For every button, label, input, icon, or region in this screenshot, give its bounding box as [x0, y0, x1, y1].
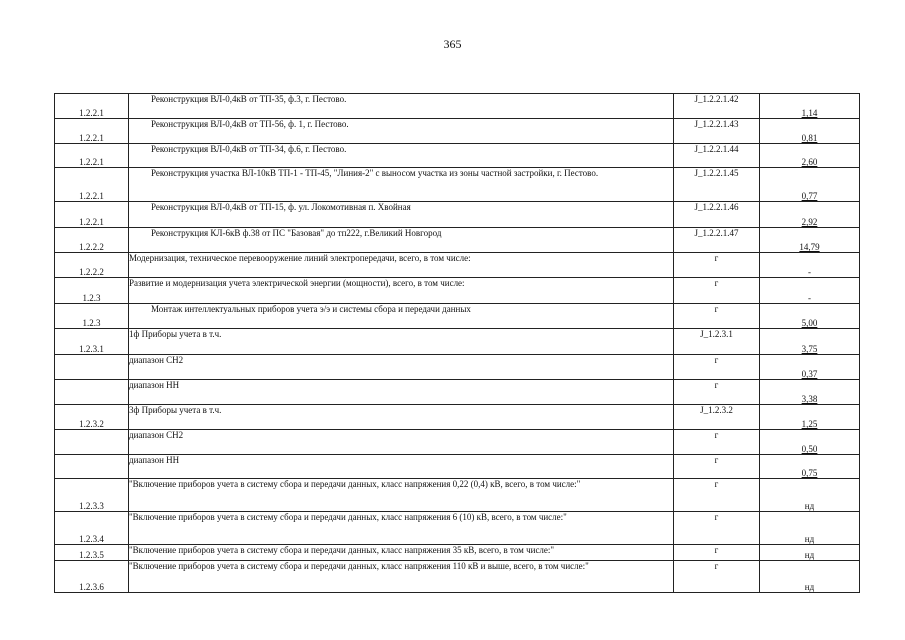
row-number [55, 455, 129, 479]
table-row [55, 278, 860, 304]
table-row [55, 119, 860, 144]
row-number: 1.2.3.4 [55, 512, 129, 545]
row-number [55, 430, 129, 455]
row-value: нд [760, 561, 860, 593]
row-value: 0,81 [760, 119, 860, 144]
row-number: 1.2.2.2 [55, 228, 129, 253]
row-value: 0,37 [760, 355, 860, 380]
table-row [55, 94, 860, 119]
row-number [55, 355, 129, 380]
row-value: - [760, 253, 860, 278]
table-row [55, 380, 860, 405]
row-name: диапазон СН2 [129, 355, 674, 380]
row-number: 1.2.2.1 [55, 144, 129, 168]
row-value: 0,50 [760, 430, 860, 455]
row-number: 1.2.3 [55, 278, 129, 304]
row-value: 5,00 [760, 304, 860, 329]
row-name: 3ф Приборы учета в т.ч. [129, 405, 674, 430]
row-value: 2,92 [760, 202, 860, 228]
row-code: г [674, 253, 760, 278]
row-code: J_1.2.2.1.46 [674, 202, 760, 228]
row-number: 1.2.3.2 [55, 405, 129, 430]
row-code: г [674, 430, 760, 455]
row-name: "Включение приборов учета в систему сбора и передачи данных, класс напряжения 6 (10) кВ, всего, в том числе:" [129, 512, 674, 545]
row-number: 1.2.3 [55, 304, 129, 329]
row-value: 1,14 [760, 94, 860, 119]
table-row [55, 561, 860, 593]
row-code: г [674, 304, 760, 329]
row-name: Развитие и модернизация учета электрической энергии (мощности), всего, в том числе: [129, 278, 674, 304]
row-code: J_1.2.2.1.44 [674, 144, 760, 168]
row-code: г [674, 545, 760, 561]
row-code: г [674, 380, 760, 405]
row-value: нд [760, 512, 860, 545]
row-name: Реконструкция КЛ-6кВ ф.38 от ПС "Базовая" до тп222, г.Великий Новгород [129, 228, 674, 253]
table-row [55, 545, 860, 561]
row-number: 1.2.2.1 [55, 168, 129, 202]
row-code: J_1.2.3.1 [674, 329, 760, 355]
row-number: 1.2.3.5 [55, 545, 129, 561]
row-value: нд [760, 479, 860, 512]
row-number: 1.2.3.6 [55, 561, 129, 593]
table-row [55, 430, 860, 455]
row-code: г [674, 455, 760, 479]
row-number: 1.2.2.1 [55, 119, 129, 144]
row-number [55, 380, 129, 405]
row-name: "Включение приборов учета в систему сбора и передачи данных, класс напряжения 110 кВ и выше, всего, в том числе:" [129, 561, 674, 593]
row-name: Реконструкция ВЛ-0,4кВ от ТП-56, ф. 1, г. Пестово. [129, 119, 674, 144]
table-row [55, 304, 860, 329]
row-value: - [760, 278, 860, 304]
row-name: "Включение приборов учета в систему сбора и передачи данных, класс напряжения 0,22 (0,4) кВ, всего, в том числе:" [129, 479, 674, 512]
row-code: г [674, 278, 760, 304]
document-table [54, 93, 860, 593]
table-row [55, 479, 860, 512]
row-value: 14,79 [760, 228, 860, 253]
row-name: Модернизация, техническое перевооружение линий электропередачи, всего, в том числе: [129, 253, 674, 278]
table-row [55, 355, 860, 380]
row-value: 1,25 [760, 405, 860, 430]
table-row [55, 202, 860, 228]
row-number: 1.2.3.3 [55, 479, 129, 512]
page-number: 365 [443, 37, 462, 51]
row-name: диапазон СН2 [129, 430, 674, 455]
row-code: J_1.2.2.1.43 [674, 119, 760, 144]
row-code: J_1.2.2.1.42 [674, 94, 760, 119]
row-name: Реконструкция ВЛ-0,4кВ от ТП-35, ф.3, г. Пестово. [129, 94, 674, 119]
row-code: г [674, 512, 760, 545]
row-name: Реконструкция участка ВЛ-10кВ ТП-1 - ТП-45, "Линия-2" с выносом участка из зоны частной застройки, г. Пестово. [129, 168, 674, 202]
row-value: 0,77 [760, 168, 860, 202]
table-row [55, 253, 860, 278]
row-name: Реконструкция ВЛ-0,4кВ от ТП-34, ф.6, г. Пестово. [129, 144, 674, 168]
row-value: 2,60 [760, 144, 860, 168]
row-name: Реконструкция ВЛ-0,4кВ от ТП-15, ф. ул. Локомотивная п. Хвойная [129, 202, 674, 228]
table-row [55, 405, 860, 430]
row-code: J_1.2.2.1.47 [674, 228, 760, 253]
row-code: г [674, 561, 760, 593]
row-number: 1.2.2.1 [55, 94, 129, 119]
row-name: 1ф Приборы учета в т.ч. [129, 329, 674, 355]
table-row [55, 144, 860, 168]
row-name: диапазон НН [129, 380, 674, 405]
row-code: J_1.2.2.1.45 [674, 168, 760, 202]
row-number: 1.2.2.2 [55, 253, 129, 278]
row-number: 1.2.2.1 [55, 202, 129, 228]
row-code: J_1.2.3.2 [674, 405, 760, 430]
row-value: нд [760, 545, 860, 561]
row-value: 3,38 [760, 380, 860, 405]
table-row [55, 455, 860, 479]
row-code: г [674, 479, 760, 512]
row-name: "Включение приборов учета в систему сбора и передачи данных, класс напряжения 35 кВ, всего, в том числе:" [129, 545, 674, 561]
table-row [55, 329, 860, 355]
row-name: диапазон НН [129, 455, 674, 479]
row-value: 0,75 [760, 455, 860, 479]
row-value: 3,75 [760, 329, 860, 355]
row-number: 1.2.3.1 [55, 329, 129, 355]
table-row [55, 228, 860, 253]
table-row [55, 168, 860, 202]
row-code: г [674, 355, 760, 380]
table-row [55, 512, 860, 545]
row-name: Монтаж интеллектуальных приборов учета э/э и системы сбора и передачи данных [129, 304, 674, 329]
